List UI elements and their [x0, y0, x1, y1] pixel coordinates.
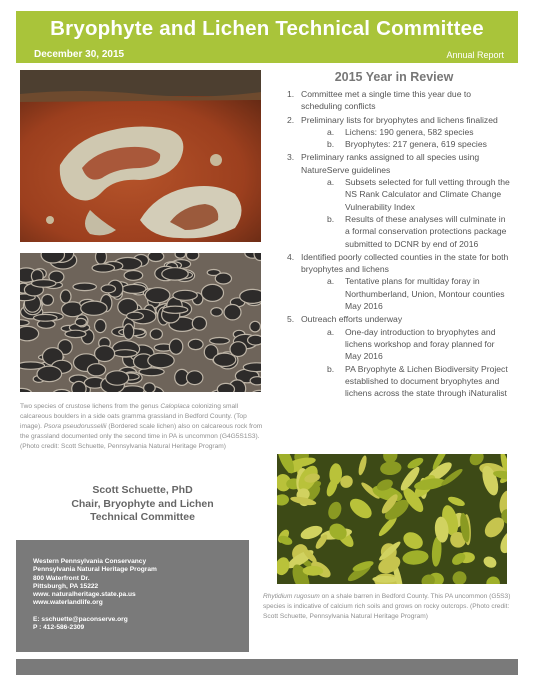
author-role: Chair, Bryophyte and Lichen — [71, 497, 214, 510]
sub-item — [301, 275, 512, 312]
item-number: 3. — [287, 152, 295, 163]
footer-bar — [16, 659, 518, 675]
sub-item-text: Bryophytes: 217 genera, 619 species — [345, 139, 487, 150]
sub-item-letter: b. — [327, 139, 335, 150]
sub-item-text: Subsets selected for full vetting through the NS Rank Calculator and Climate Change Vulnerability Index — [345, 177, 510, 212]
phone-number: P : 412-586-2309 — [33, 624, 85, 632]
review-list — [276, 88, 512, 399]
sub-item — [301, 176, 512, 213]
sub-item-letter: a. — [327, 326, 335, 337]
caption-text: Two species of crustose lichens from the genus — [20, 403, 161, 410]
caption-species: Psora pseudorussellii — [43, 423, 107, 430]
organization-name: Western Pennsylvania Conservancy — [33, 558, 147, 565]
caption-species: Rhytidium rugosum — [263, 593, 320, 600]
program-name: Pennsylvania Natural Heritage Program — [33, 566, 157, 574]
sub-item-text: PA Bryophyte & Lichen Biodiversity Project established to document bryophytes and lichens across the state through iNaturalist — [345, 363, 508, 399]
review-item — [276, 313, 512, 399]
item-text: Committee met a single time this year due to scheduling conflicts — [301, 89, 472, 112]
sub-item-letter: a. — [327, 177, 335, 188]
item-text: Outreach efforts underway — [301, 314, 403, 325]
document-title: Bryophyte and Lichen Technical Committee — [50, 17, 484, 40]
sub-item-letter: b. — [327, 363, 335, 374]
author-block — [20, 484, 265, 525]
contact-panel — [16, 540, 249, 652]
title-banner — [16, 11, 518, 63]
item-number: 2. — [287, 114, 295, 125]
sub-list — [301, 176, 512, 250]
section-title: 2015 Year in Review — [334, 70, 454, 84]
report-type: Annual Report — [446, 50, 504, 60]
sub-item-text: One-day introduction to bryophytes and lichens workshop and foray planned for May 2016 — [345, 326, 496, 362]
sub-item — [301, 326, 512, 363]
sub-item-text: Tentative plans for multiday foray in Northumberland, Union, Montour counties May 2016 — [345, 276, 505, 312]
item-number: 5. — [287, 314, 295, 325]
sub-item-text: Results of these analyses will culminate in a formal conservation protections package submitted to DCNR by end of 2016 — [345, 213, 507, 249]
caption-text: colonizing small calcareous boulders in a side oats gramma grassland in Bedford County. (Top image). — [20, 403, 247, 430]
scale-lichen-photo — [20, 253, 261, 392]
caption-text: (Bordered scale lichen) also on calcareous rock from the grassland documented only the second time in PA is uncommon (G4G5S1S3). (Photo credit: Scott Schuette, Pennsylvania Natural Heritage Program) — [20, 423, 263, 450]
sub-item — [301, 363, 512, 400]
item-text: Preliminary ranks assigned to all species using NatureServe guidelines — [301, 152, 480, 175]
sub-item-letter: b. — [327, 213, 335, 224]
lichen-photo-caption — [20, 402, 266, 452]
street-address: 800 Waterfront Dr. — [33, 574, 90, 582]
author-role: Technical Committee — [90, 511, 195, 523]
sub-item — [301, 126, 512, 138]
sub-item-letter: a. — [327, 126, 335, 137]
review-item — [276, 251, 512, 312]
report-date: December 30, 2015 — [34, 49, 125, 60]
website-link[interactable]: www. naturalheritage.state.pa.us — [33, 591, 136, 599]
item-number: 1. — [287, 89, 295, 99]
sub-item-letter: a. — [327, 276, 335, 287]
caption-text: on a shale barren in Bedford County. This PA uncommon (G5S3) species is indicative of calcium rich soils and grows on rocky outcrops. (Photo credit: Scott Schuette, Pennsylvania Natural Heritage Program) — [263, 593, 511, 620]
author-name: Scott Schuette, PhD — [92, 484, 193, 496]
sub-list — [301, 326, 512, 400]
email-link[interactable]: E: sschuette@paconserve.org — [33, 615, 128, 623]
lichen-on-red-rock-photo — [20, 70, 261, 242]
city-address: Pittsburgh, PA 15222 — [33, 582, 99, 590]
review-item — [276, 114, 512, 151]
website-link[interactable]: www.waterlandlife.org — [33, 599, 103, 607]
sub-item-text: Lichens: 190 genera, 582 species — [345, 126, 474, 137]
moss-photo — [277, 454, 507, 584]
review-item — [276, 151, 512, 249]
sub-item — [301, 213, 512, 250]
review-item — [276, 88, 512, 113]
year-in-review-section — [276, 70, 512, 400]
caption-species: Caloplaca — [160, 403, 190, 410]
moss-photo-caption — [263, 592, 511, 622]
sub-list — [301, 126, 512, 151]
item-text: Preliminary lists for bryophytes and lichens finalized — [301, 114, 498, 125]
item-text: Identified poorly collected counties in the state for both bryophytes and lichens — [301, 251, 509, 275]
sub-list — [301, 275, 512, 312]
sub-item — [301, 138, 512, 150]
item-number: 4. — [287, 251, 295, 262]
